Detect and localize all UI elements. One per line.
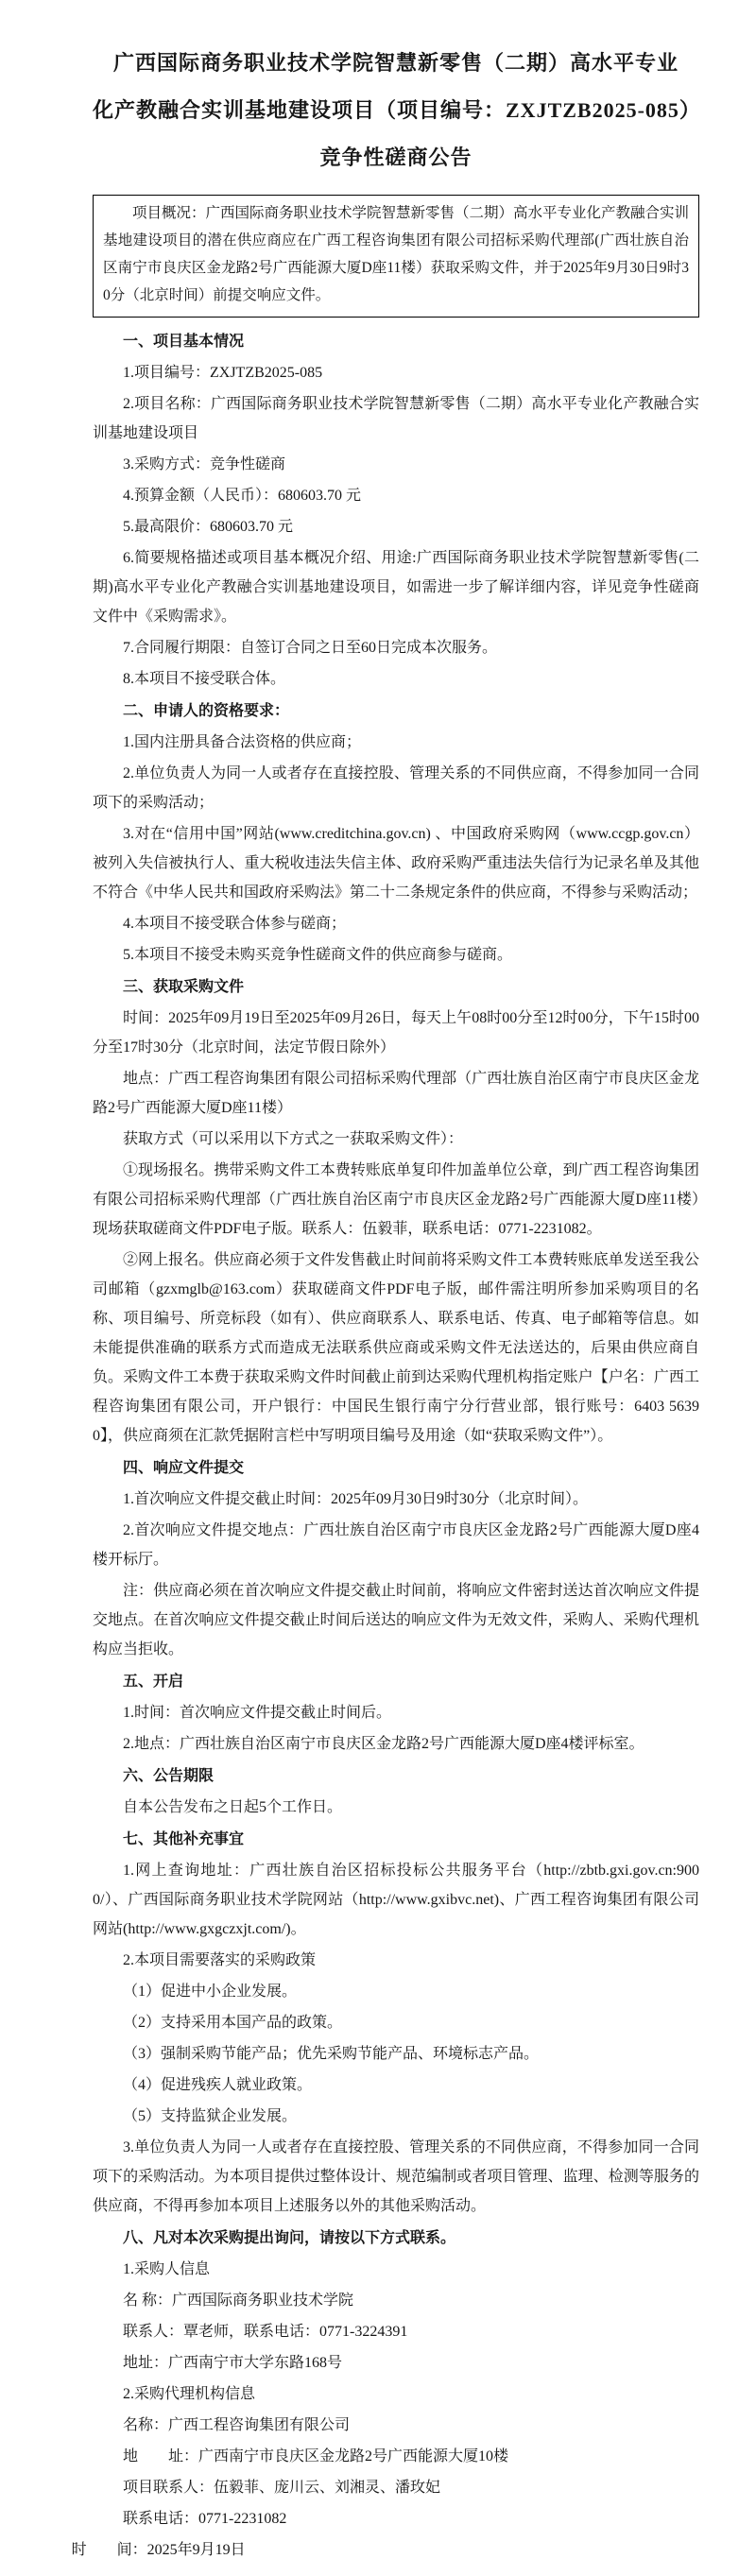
section-heading: 一、项目基本情况 (123, 334, 245, 350)
paragraph: 3.单位负责人为同一人或者存在直接控股、管理关系的不同供应商，不得参加同一合同项下的采购活动。为本项目提供过整体设计、规范编制或者项目管理、监理、检测等服务的供应商，不得再参加本项目上述服务以外的其他采购活动。 (93, 2139, 699, 2214)
title-line-1: 广西国际商务职业技术学院智慧新零售（二期）高水平专业 (112, 51, 679, 75)
paragraph: 3.对在“信用中国”网站(www.creditchina.gov.cn) 、中国政府采购网（www.ccgp.gov.cn）被列入失信被执行人、重大税收违法失信主体、政府采购严重违法失信行为记录名单及其他不符合《中华人民共和国政府采购法》第二十二条规定条件的供应商，不得参与采购活动； (93, 826, 699, 901)
paragraph: 时间：2025年09月19日至2025年09月26日，每天上午08时00分至12时00分，下午15时00分至17时30分（北京时间，法定节假日除外） (93, 1010, 699, 1056)
paragraph: 名称：广西工程咨询集团有限公司 (123, 2417, 351, 2433)
document-section (93, 1453, 699, 1664)
paragraph: （3）强制采购节能产品；优先采购节能产品、环境标志产品。 (123, 2046, 540, 2062)
paragraph: 联系电话：0771-2231082 (123, 2511, 287, 2527)
paragraph: 自本公告发布之日起5个工作日。 (123, 1799, 343, 1815)
paragraph: 时 间：2025年9月19日 (71, 2542, 246, 2558)
paragraph: 8.本项目不接受联合体。 (123, 671, 286, 687)
section-heading: 六、公告期限 (123, 1768, 215, 1784)
section-heading: 七、其他补充事宜 (123, 1831, 245, 1847)
paragraph: 1.网上查询地址：广西壮族自治区招标投标公共服务平台（http://zbtb.gxi.gov.cn:9000/）、广西国际商务职业技术学院网站（http://www.gxibvc.net)、广西工程咨询集团有限公司网站(http://www.gxgczxjt.com/)。 (93, 1863, 699, 1937)
section-heading: 三、获取采购文件 (123, 979, 245, 995)
paragraph: 2.本项目需要落实的采购政策 (123, 1952, 317, 1968)
paragraph: 6.简要规格描述或项目基本概况介绍、用途:广西国际商务职业技术学院智慧新零售(二期)高水平专业化产教融合实训基地建设项目，如需进一步了解详细内容，详见竞争性磋商文件中《采购需求》。 (93, 550, 699, 625)
paragraph: （1）促进中小企业发展。 (123, 1984, 298, 2000)
document-section (93, 1667, 699, 1759)
paragraph: 2.单位负责人为同一人或者存在直接控股、管理关系的不同供应商，不得参加同一合同项下的采购活动； (93, 765, 699, 811)
title-line-2: 化产教融合实训基地建设项目（项目编号：ZXJTZB2025-085） (93, 98, 701, 122)
paragraph: 2.项目名称：广西国际商务职业技术学院智慧新零售（二期）高水平专业化产教融合实训基地建设项目 (93, 396, 699, 441)
paragraph: （4）促进残疾人就业政策。 (123, 2077, 313, 2093)
paragraph: ①现场报名。携带采购文件工本费转账底单复印件加盖单位公章，到广西工程咨询集团有限公司招标采购代理部（广西壮族自治区南宁市良庆区金龙路2号广西能源大厦D座11楼）现场获取磋商文件PDF电子版。联系人：伍毅菲，联系电话：0771-2231082。 (93, 1162, 699, 1237)
document-section (93, 972, 699, 1451)
paragraph: 1.采购人信息 (123, 2261, 211, 2277)
document-section (93, 1761, 699, 1822)
paragraph: 4.预算金额（人民币）：680603.70 元 (123, 488, 362, 504)
paragraph: 3.采购方式：竞争性磋商 (123, 456, 286, 472)
paragraph: 注：供应商必须在首次响应文件提交截止时间前，将响应文件密封送达首次响应文件提交地点。在首次响应文件提交截止时间后送达的响应文件为无效文件，采购人、采购代理机构应当拒收。 (93, 1583, 699, 1657)
paragraph: 2.采购代理机构信息 (123, 2386, 256, 2402)
paragraph: 2.首次响应文件提交地点：广西壮族自治区南宁市良庆区金龙路2号广西能源大厦D座4楼开标厅。 (93, 1522, 699, 1568)
section-heading: 四、响应文件提交 (123, 1460, 245, 1476)
document-section (93, 696, 699, 970)
paragraph: 1.项目编号：ZXJTZB2025-085 (123, 365, 323, 381)
paragraph: 地 址：广西南宁市良庆区金龙路2号广西能源大厦10楼 (123, 2448, 509, 2464)
section-heading: 八、凡对本次采购提出询问，请按以下方式联系。 (123, 2230, 456, 2246)
paragraph: 项目联系人：伍毅菲、庞川云、刘湘灵、潘玫妃 (123, 2480, 441, 2496)
paragraph: 7.合同履行期限：自签订合同之日至60日完成本次服务。 (123, 640, 498, 656)
paragraph: 1.时间：首次响应文件提交截止时间后。 (123, 1705, 392, 1721)
paragraph: 联系人：覃老师，联系电话：0771-3224391 (123, 2324, 408, 2340)
paragraph: 2.地点：广西壮族自治区南宁市良庆区金龙路2号广西能源大厦D座4楼评标室。 (123, 1736, 644, 1752)
document-title (93, 40, 699, 181)
paragraph: 5.本项目不接受未购买竞争性磋商文件的供应商参与磋商。 (123, 947, 513, 963)
paragraph: 4.本项目不接受联合体参与磋商； (123, 916, 347, 932)
title-line-3: 竞争性磋商公告 (319, 146, 472, 169)
document-body (71, 327, 699, 2565)
project-overview-text: 项目概况：广西国际商务职业技术学院智慧新零售（二期）高水平专业化产教融合实训基地建设项目的潜在供应商应在广西工程咨询集团有限公司招标采购代理部(广西壮族自治区南宁市良庆区金龙路2号广西能源大厦D座11楼）获取采购文件，并于2025年9月30日9时30分（北京时间）前提交响应文件。 (103, 205, 690, 303)
section-heading: 二、申请人的资格要求： (123, 703, 290, 719)
paragraph: 地址：广西南宁市大学东路168号 (123, 2355, 343, 2371)
paragraph: 5.最高限价：680603.70 元 (123, 519, 294, 535)
document-section (71, 2224, 699, 2565)
section-heading: 五、开启 (123, 1674, 184, 1690)
document-section (93, 327, 699, 694)
paragraph: （2）支持采用本国产品的政策。 (123, 2015, 343, 2031)
paragraph: （5）支持监狱企业发展。 (123, 2108, 298, 2124)
paragraph: 1.国内注册具备合法资格的供应商； (123, 734, 362, 750)
document-section (93, 1825, 699, 2221)
paragraph: ②网上报名。供应商必须于文件发售截止时间前将采购文件工本费转账底单发送至我公司邮箱（gzxmglb@163.com）获取磋商文件PDF电子版，邮件需注明所参加采购项目的名称、项目编号、所竞标段（如有）、供应商联系人、联系电话、传真、电子邮箱等信息。如未能提供准确的联系方式而造成无法联系供应商或采购文件无法送达的，后果由供应商自负。采购文件工本费于获取采购文件时间截止前到达采购代理机构指定账户【户名：广西工程咨询集团有限公司，开户银行：中国民生银行南宁分行营业部，银行账号：6403 5639 0】，供应商须在汇款凭据附言栏中写明项目编号及用途（如“获取采购文件”）。 (93, 1252, 699, 1444)
project-overview-box (93, 195, 699, 318)
paragraph: 获取方式（可以采用以下方式之一获取采购文件）： (123, 1131, 464, 1147)
paragraph: 地点：广西工程咨询集团有限公司招标采购代理部（广西壮族自治区南宁市良庆区金龙路2号广西能源大厦D座11楼） (93, 1071, 699, 1116)
paragraph: 1.首次响应文件提交截止时间：2025年09月30日9时30分（北京时间）。 (123, 1491, 589, 1507)
paragraph: 名 称：广西国际商务职业技术学院 (123, 2293, 354, 2309)
